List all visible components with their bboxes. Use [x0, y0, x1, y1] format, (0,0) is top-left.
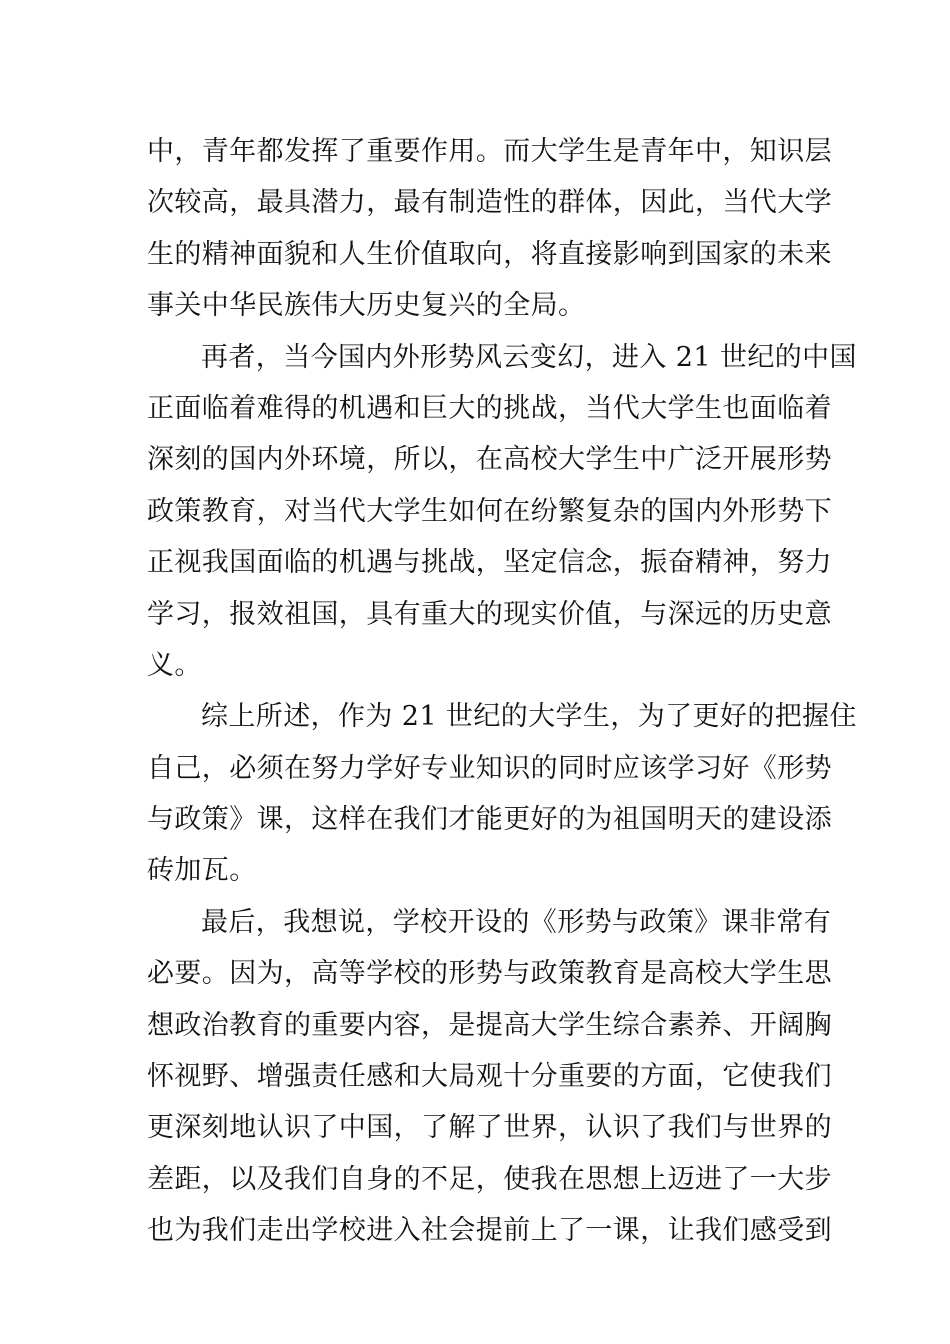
text-line: 正视我国面临的机遇与挑战，坚定信念，振奋精神，努力	[147, 547, 832, 579]
text-line: 与政策》课，这样在我们才能更好的为祖国明天的建设添	[147, 804, 832, 836]
text-line: 想政治教育的重要内容，是提高大学生综合素养、开阔胸	[147, 1009, 832, 1041]
paragraph-first-line: 再者，当今国内外形势风云变幻，进入 21 世纪的中国	[201, 341, 857, 373]
text-line: 深刻的国内外环境，所以，在高校大学生中广泛开展形势	[147, 444, 832, 476]
text-line: 义。	[147, 649, 202, 681]
paragraph-first-line: 综上所述，作为 21 世纪的大学生，为了更好的把握住	[201, 701, 857, 733]
text-line: 中，青年都发挥了重要作用。而大学生是青年中，知识层	[147, 136, 832, 167]
text-line: 必要。因为，高等学校的形势与政策教育是高校大学生思	[147, 958, 832, 990]
text-line: 怀视野、增强责任感和大局观十分重要的方面，它使我们	[147, 1061, 832, 1093]
text-line: 正面临着难得的机遇和巨大的挑战，当代大学生也面临着	[147, 392, 832, 424]
paragraph-first-line: 最后，我想说，学校开设的《形势与政策》课非常有	[201, 906, 832, 938]
text-line: 也为我们走出学校进入社会提前上了一课，让我们感受到	[147, 1215, 832, 1247]
text-line: 学习，报效祖国，具有重大的现实价值，与深远的历史意	[147, 598, 832, 630]
text-line: 次较高，最具潜力，最有制造性的群体，因此，当代大学	[147, 187, 832, 219]
text-line: 差距，以及我们自身的不足，使我在思想上迈进了一大步	[147, 1163, 832, 1195]
text-line: 更深刻地认识了中国，了解了世界，认识了我们与世界的	[147, 1112, 832, 1144]
text-line: 生的精神面貌和人生价值取向，将直接影响到国家的未来	[147, 238, 832, 270]
body-text	[147, 126, 857, 1257]
text-line: 政策教育，对当代大学生如何在纷繁复杂的国内外形势下	[147, 495, 832, 527]
text-line: 自己，必须在努力学好专业知识的同时应该学习好《形势	[147, 752, 832, 784]
text-line: 砖加瓦。	[147, 855, 257, 887]
text-line: 事关中华民族伟大历史复兴的全局。	[147, 290, 586, 322]
